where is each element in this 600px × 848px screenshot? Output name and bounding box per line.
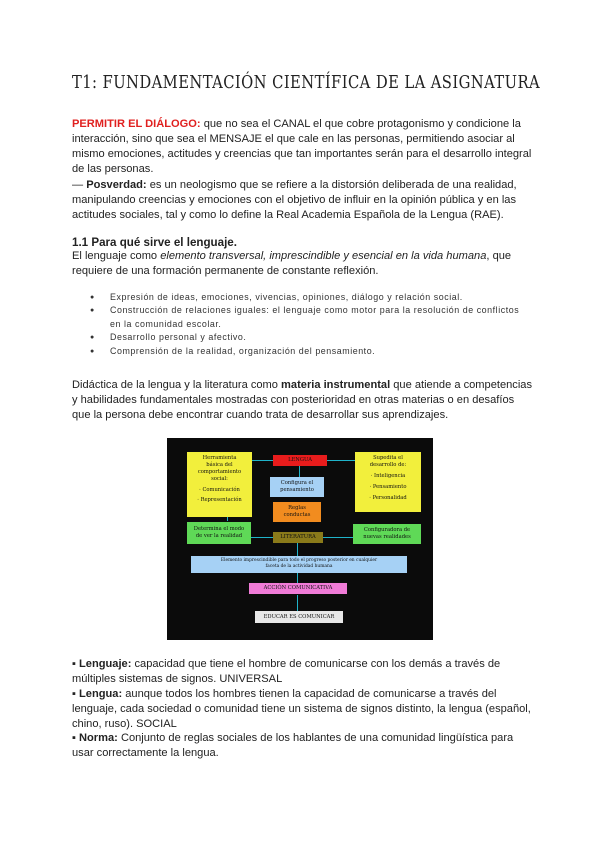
bullet-list bbox=[90, 291, 530, 358]
configura-line: Configura el bbox=[280, 480, 314, 486]
connector-line bbox=[297, 595, 298, 611]
section-text-italic: elemento transversal, imprescindible y esencial en la vida humana bbox=[160, 250, 487, 262]
permitir-text: que no sea el CANAL el que cobre protagonismo y condicione la interacción, sino que sea el MENSAJE el que cale en las personas, permitiendo asociar al mismo emociones, actitudes y creencias que tan importantes serán para el desarrollo integral de las personas. bbox=[72, 118, 532, 175]
connector-line bbox=[327, 460, 355, 461]
herramienta-line: · Representación bbox=[197, 497, 242, 503]
determina-line: de ver la realidad bbox=[195, 533, 243, 539]
didactica-bold: materia instrumental bbox=[281, 379, 391, 391]
determina-line: Determina el modo bbox=[193, 526, 245, 532]
elemento-line: faceta de la actividad humana bbox=[265, 564, 333, 569]
connector-line bbox=[297, 573, 298, 583]
configura-box bbox=[270, 477, 324, 497]
supedita-line: · Personalidad bbox=[369, 495, 407, 501]
square-bullet-icon: ▪ bbox=[72, 732, 80, 744]
definition-norma bbox=[72, 731, 532, 761]
reglas-line: conductas bbox=[283, 512, 311, 518]
definition-lengua bbox=[72, 687, 532, 732]
definition-text: capacidad que tiene el hombre de comunicarse con los demás a través de múltiples sistemas de signos. UNIVERSAL bbox=[72, 658, 501, 685]
definition-label: Lenguaje: bbox=[79, 658, 132, 670]
configuradora-line: Configuradora de bbox=[363, 527, 411, 533]
section-text-b: , que requiere de una formación permanente de constante reflexión. bbox=[72, 250, 512, 277]
supedita-line: desarrollo de: bbox=[369, 462, 407, 468]
definition-label: Norma: bbox=[79, 732, 118, 744]
didactica-text-a: Didáctica de la lengua y la literatura como bbox=[72, 379, 282, 391]
elemento-box bbox=[191, 556, 407, 573]
section-heading: 1.1 Para qué sirve el lenguaje. bbox=[72, 236, 237, 249]
supedita-line: · Pensamiento bbox=[369, 484, 407, 490]
posverdad-text: es un neologismo que se refiere a la distorsión deliberada de una realidad, manipulando creencias y emociones con el objetivo de influir en la opinión pública y en las actitudes sociales, tal y como lo define la Real Academia Española de la Lengua (RAE). bbox=[72, 179, 517, 221]
page-title: T1: FUNDAMENTACIÓN CIENTÍFICA DE LA ASIGNATURA bbox=[72, 72, 541, 93]
intro-permitir-paragraph bbox=[72, 117, 534, 177]
literatura-box: LITERATURA bbox=[273, 532, 323, 543]
herramienta-line: básica del bbox=[206, 462, 233, 468]
reglas-box bbox=[273, 502, 321, 522]
definition-label: Lengua: bbox=[79, 688, 123, 700]
herramienta-line: social: bbox=[211, 476, 228, 482]
square-bullet-icon: ▪ bbox=[72, 688, 80, 700]
educar-box: EDUCAR ES COMUNICAR bbox=[255, 611, 343, 623]
list-item: ● Expresión de ideas, emociones, vivencias, opiniones, diálogo y relación social. bbox=[90, 291, 530, 304]
configura-line: pensamiento bbox=[280, 487, 314, 493]
herramienta-line: Herramienta bbox=[202, 455, 237, 461]
definition-text: Conjunto de reglas sociales de los hablantes de una comunidad lingüística para usar correctamente la lengua. bbox=[72, 732, 514, 759]
connector-line bbox=[299, 465, 300, 477]
supedita-box bbox=[355, 452, 421, 512]
connector-line bbox=[251, 460, 273, 461]
posverdad-label: Posverdad: bbox=[86, 179, 147, 191]
posverdad-paragraph bbox=[72, 178, 534, 223]
connector-line bbox=[251, 537, 273, 538]
concept-diagram bbox=[167, 438, 433, 640]
list-item: ● Construcción de relaciones iguales: el lenguaje como motor para la resolución de conflictos en la comunidad escolar. bbox=[90, 304, 530, 331]
herramienta-line: · Comunicación bbox=[199, 487, 240, 493]
definition-text: aunque todos los hombres tienen la capacidad de comunicarse a través del lenguaje, cada sociedad o comunidad tiene un sistema de signos distinto, la lengua (español, chino, ruso). SOCIAL bbox=[72, 688, 531, 730]
permitir-label: PERMITIR EL DIÁLOGO: bbox=[72, 118, 201, 130]
connector-line bbox=[297, 543, 298, 556]
section-text-a: El lenguaje como bbox=[72, 250, 161, 262]
supedita-line: Supedita el bbox=[373, 455, 403, 461]
elemento-line: Elemento imprescindible para todo el progreso posterior en cualquier bbox=[220, 558, 378, 563]
posverdad-dash: — bbox=[72, 179, 87, 191]
configuradora-box bbox=[353, 524, 421, 544]
herramienta-line: comportamiento bbox=[197, 469, 242, 475]
list-item: ● Desarrollo personal y afectivo. bbox=[90, 331, 530, 344]
section-intro-paragraph bbox=[72, 249, 534, 279]
connector-line bbox=[323, 537, 353, 538]
square-bullet-icon: ▪ bbox=[72, 658, 80, 670]
definition-lenguaje bbox=[72, 657, 532, 687]
determina-box bbox=[187, 522, 251, 544]
lengua-box: LENGUA bbox=[273, 455, 327, 466]
didactica-paragraph bbox=[72, 378, 534, 423]
accion-box: ACCIÓN COMUNICATIVA bbox=[249, 583, 347, 594]
supedita-line: · Inteligencia bbox=[370, 473, 406, 479]
herramienta-box bbox=[187, 452, 252, 517]
reglas-line: Reglas bbox=[288, 505, 306, 511]
didactica-text-b: que atiende a competencias y habilidades fundamentales mostradas con posterioridad en otras materias o en desafíos que la persona debe encontrar cuando trata de desarrollar sus aprendizajes. bbox=[72, 379, 533, 421]
list-item: ● Comprensión de la realidad, organización del pensamiento. bbox=[90, 345, 530, 358]
configuradora-line: nuevas realidades bbox=[363, 534, 411, 540]
